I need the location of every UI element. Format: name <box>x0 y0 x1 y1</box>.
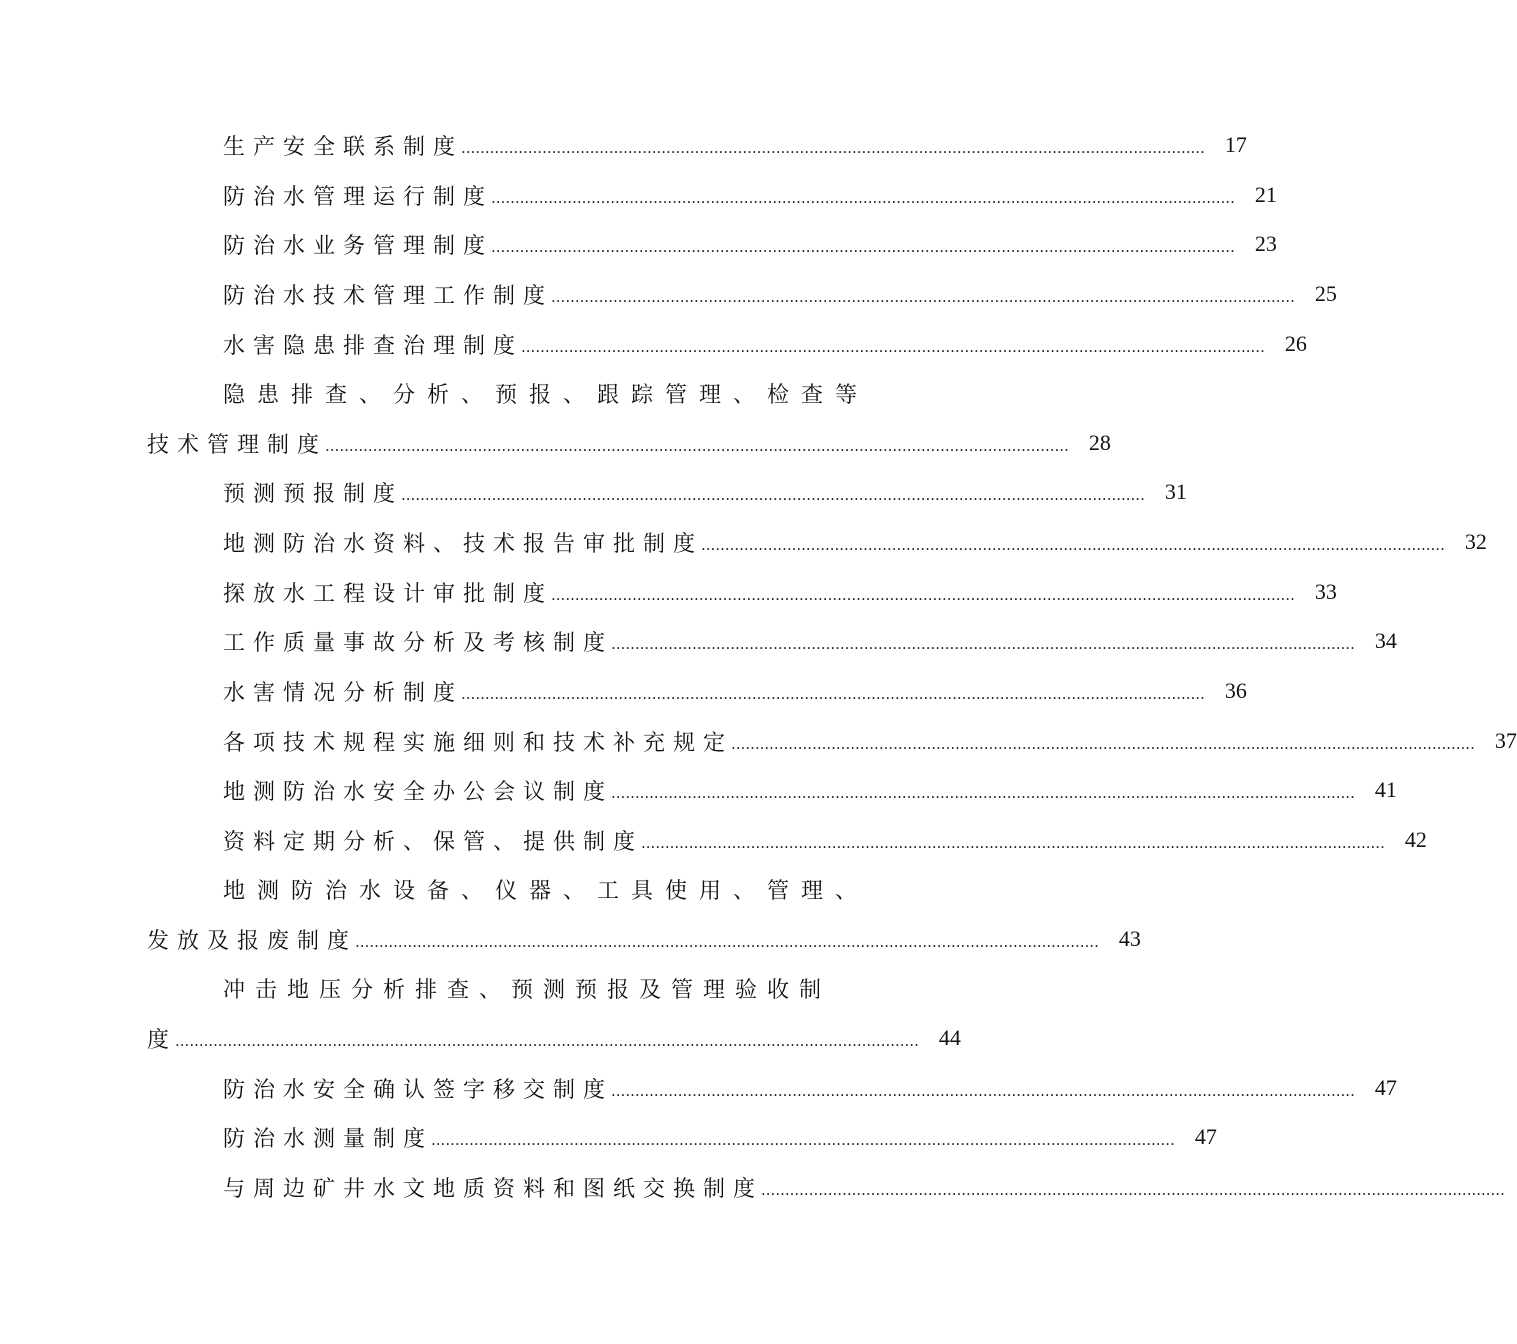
toc-entry-page: 41 <box>1374 777 1397 802</box>
toc-entry-page: 47 <box>1194 1124 1217 1149</box>
dot-leader: ............................................................................................................................................................ <box>491 238 1235 256</box>
toc-entry-line2[interactable] <box>147 919 1141 959</box>
dot-leader: ............................................................................................................................................................ <box>401 486 1145 504</box>
toc-entry-page: 25 <box>1314 281 1337 306</box>
toc-entry-page: 33 <box>1314 579 1337 604</box>
dot-leader: ............................................................................................................................................................ <box>551 288 1295 306</box>
dot-leader: ............................................................................................................................................................ <box>611 635 1355 653</box>
dot-leader: ............................................................................................................................................................ <box>461 685 1205 703</box>
toc-entry-line1[interactable] <box>223 373 870 413</box>
toc-entry[interactable] <box>223 721 1517 761</box>
toc-entry-page: 36 <box>1224 678 1247 703</box>
toc-entry-page: 32 <box>1464 529 1487 554</box>
toc-entry-page: 26 <box>1284 331 1307 356</box>
toc-entry-page: 44 <box>938 1025 961 1050</box>
toc-entry-line1[interactable] <box>223 968 832 1008</box>
toc-entry[interactable] <box>223 175 1277 215</box>
dot-leader: ............................................................................................................................................................ <box>611 784 1355 802</box>
toc-entry[interactable] <box>223 671 1247 711</box>
toc-entry-title: 防治水技术管理工作制度 <box>223 283 554 309</box>
toc-entry-title: 预测预报制度 <box>223 481 404 507</box>
toc-entry-page: 17 <box>1224 132 1247 157</box>
dot-leader: ............................................................................................................................................................ <box>461 139 1205 157</box>
toc-entry-title: 防治水业务管理制度 <box>223 233 494 259</box>
toc-entry-page: 34 <box>1374 628 1397 653</box>
toc-entry-title: 防治水管理运行制度 <box>223 184 494 210</box>
dot-leader: ............................................................................................................................................................ <box>521 338 1265 356</box>
toc-entry[interactable] <box>223 621 1397 661</box>
toc-entry-line1[interactable] <box>223 869 870 909</box>
dot-leader: ............................................................................................................................................................ <box>431 1131 1175 1149</box>
dot-leader: ............................................................................................................................................................ <box>551 586 1295 604</box>
toc-entry-title: 度 <box>147 1027 178 1053</box>
toc-entry[interactable] <box>223 125 1247 165</box>
toc-entry-title: 探放水工程设计审批制度 <box>223 581 554 607</box>
toc-entry[interactable] <box>223 1117 1217 1157</box>
toc-entry-page: 43 <box>1118 926 1141 951</box>
toc-entry-line2[interactable] <box>147 1018 961 1058</box>
dot-leader: ............................................................................................................................................................ <box>325 437 1069 455</box>
toc-entry-title: 隐患排查、分析、预报、跟踪管理、检查等 <box>223 382 870 408</box>
toc-entry-page: 28 <box>1088 430 1111 455</box>
toc-entry[interactable] <box>223 770 1397 810</box>
toc-entry-title: 生产安全联系制度 <box>223 134 464 160</box>
toc-entry-title: 地测防治水资料、技术报告审批制度 <box>223 531 704 557</box>
dot-leader: ............................................................................................................................................................ <box>701 536 1445 554</box>
dot-leader: ............................................................................................................................................................ <box>731 735 1475 753</box>
toc-entry[interactable] <box>223 274 1337 314</box>
toc-entry-page: 42 <box>1404 827 1427 852</box>
toc-entry[interactable] <box>223 1167 1505 1207</box>
toc-entry-line2[interactable] <box>147 423 1111 463</box>
toc-entry-page: 23 <box>1254 231 1277 256</box>
toc-entry-page: 31 <box>1164 479 1187 504</box>
toc-entry-title: 冲击地压分析排查、预测预报及管理验收制 <box>223 977 832 1003</box>
dot-leader: ............................................................................................................................................................ <box>175 1032 919 1050</box>
dot-leader: ............................................................................................................................................................ <box>641 834 1385 852</box>
dot-leader: ............................................................................................................................................................ <box>355 933 1099 951</box>
toc-entry-title: 与周边矿井水文地质资料和图纸交换制度 <box>223 1176 764 1202</box>
toc-entry-title: 工作质量事故分析及考核制度 <box>223 630 614 656</box>
toc-entry-title: 技术管理制度 <box>147 432 328 458</box>
toc-entry[interactable] <box>223 1068 1397 1108</box>
toc-entry-title: 发放及报废制度 <box>147 928 358 954</box>
toc-entry[interactable] <box>223 572 1337 612</box>
toc-entry[interactable] <box>223 820 1427 860</box>
toc-entry[interactable] <box>223 472 1187 512</box>
toc-entry-title: 地测防治水设备、仪器、工具使用、管理、 <box>223 878 870 904</box>
dot-leader: ............................................................................................................................................................ <box>611 1082 1355 1100</box>
toc-entry-page: 21 <box>1254 182 1277 207</box>
toc-entry-title: 资料定期分析、保管、提供制度 <box>223 829 644 855</box>
dot-leader: ............................................................................................................................................................ <box>491 189 1235 207</box>
toc-entry[interactable] <box>223 224 1277 264</box>
toc-entry-title: 地测防治水安全办公会议制度 <box>223 779 614 805</box>
dot-leader: ............................................................................................................................................................ <box>761 1181 1505 1199</box>
toc-entry-page: 47 <box>1374 1075 1397 1100</box>
toc-entry[interactable] <box>223 522 1487 562</box>
toc-entry-title: 水害隐患排查治理制度 <box>223 333 524 359</box>
toc-entry-title: 防治水测量制度 <box>223 1126 434 1152</box>
toc-entry-title: 水害情况分析制度 <box>223 680 464 706</box>
toc-entry[interactable] <box>223 324 1307 364</box>
toc-entry-title: 各项技术规程实施细则和技术补充规定 <box>223 730 734 756</box>
toc-entry-page: 37 <box>1494 728 1517 753</box>
toc-entry-title: 防治水安全确认签字移交制度 <box>223 1077 614 1103</box>
